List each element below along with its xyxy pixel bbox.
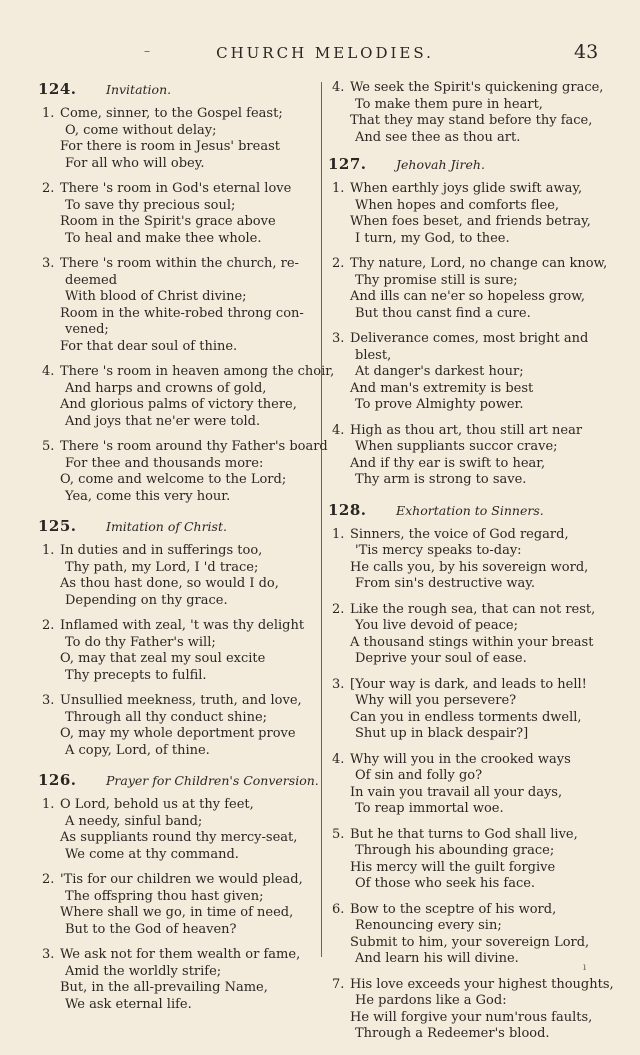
stanza-line — [328, 827, 604, 844]
stanza-number: 1. — [332, 526, 345, 542]
stanza-number: 4. — [42, 364, 55, 379]
line-text: Sinners, the voice of God regard, — [350, 526, 569, 542]
stanza-line: He calls you, by his sovereign word, — [350, 559, 589, 575]
hymn-heading — [38, 771, 320, 793]
hymn — [38, 517, 320, 759]
stanza-line: To prove Almighty power. — [355, 397, 524, 412]
stanza-line: As suppliants round thy mercy-seat, — [60, 830, 298, 845]
stanza-line: For that dear soul of thine. — [60, 338, 238, 354]
stanza-number: 7. — [332, 976, 345, 992]
stanza-line: A thousand stings within your breast — [350, 634, 594, 650]
stanza-number: 3. — [42, 947, 55, 962]
stanza-line — [328, 602, 604, 619]
stanza-number: 2. — [332, 601, 345, 617]
hymn-title: Invitation. — [106, 82, 172, 97]
hymn — [328, 155, 608, 489]
right-column — [328, 80, 614, 1055]
running-title: CHURCH MELODIES. — [216, 44, 434, 62]
stanza — [38, 693, 320, 759]
stanza-line: Through his abounding grace; — [355, 843, 555, 858]
line-text: We seek the Spirit's quickening grace, — [350, 80, 604, 95]
hymn-heading — [328, 155, 604, 177]
hymn-title: Prayer for Children's Conversion. — [106, 773, 319, 788]
stanza-line — [328, 331, 604, 348]
stanza-line — [38, 106, 320, 123]
stanza-line: Through a Redeemer's blood. — [355, 1026, 550, 1041]
stanza — [38, 947, 320, 1013]
stanza-line — [38, 947, 320, 964]
stanza-line: Of those who seek his face. — [355, 876, 536, 891]
stanza-line: For there is room in Jesus' breast — [60, 139, 280, 154]
stanza-line: And harps and crowns of gold, — [65, 380, 267, 396]
line-text: 'Tis for our children we would plead, — [60, 872, 303, 887]
stanza — [38, 618, 320, 684]
stanza-number: 5. — [42, 439, 55, 454]
stanza-line — [328, 80, 604, 97]
stanza — [328, 902, 604, 968]
stanza-line: I turn, my God, to thee. — [355, 230, 510, 246]
stanza — [328, 181, 604, 247]
stanza — [38, 543, 320, 609]
stanza-line: The offspring thou hast given; — [65, 888, 264, 904]
hymn-title: Exhortation to Sinners. — [396, 502, 544, 518]
stanza-number: 1. — [332, 181, 345, 196]
stanza-line: Can you in endless torments dwell, — [350, 709, 582, 725]
line-text: There 's room within the church, re- — [60, 256, 299, 271]
stanza-number: 4. — [332, 422, 345, 438]
line-text: In duties and in sufferings too, — [60, 543, 263, 558]
stanza — [38, 797, 320, 863]
stanza — [38, 256, 320, 355]
line-text: We ask not for them wealth or fame, — [60, 947, 301, 962]
stanza-line: To reap immortal woe. — [355, 801, 504, 816]
stanza-line: Of sin and folly go? — [355, 768, 483, 783]
stanza — [328, 677, 604, 743]
stanza-line: We come at thy command. — [65, 846, 239, 862]
printer-mark-bottom: ı — [583, 962, 587, 973]
stanza-line: He will forgive your num'rous faults, — [350, 1009, 593, 1025]
stanza-line: Depending on thy grace. — [65, 592, 228, 608]
stanza-number: 2. — [42, 181, 55, 196]
stanza-line: Submit to him, your sovereign Lord, — [350, 934, 590, 950]
stanza-line: Renouncing every sin; — [355, 918, 502, 933]
stanza-line — [328, 256, 608, 273]
stanza-line: O, come without delay; — [65, 122, 217, 138]
hymn-heading — [328, 501, 604, 523]
stanza-line: Amid the worldly strife; — [65, 963, 222, 979]
stanza-line — [38, 872, 320, 889]
line-text: There 's room in heaven among the choir, — [60, 364, 335, 379]
stanza-line — [38, 181, 320, 198]
stanza — [328, 527, 604, 593]
stanza-line: Room in the Spirit's grace above — [60, 214, 276, 229]
stanza — [328, 827, 604, 893]
stanza-number: 3. — [332, 331, 345, 346]
stanza-line: We ask eternal life. — [65, 996, 192, 1012]
hymn — [38, 80, 335, 505]
stanza-line: Thy precepts to fulfil. — [65, 667, 207, 683]
stanza-line: To heal and make thee whole. — [65, 230, 262, 246]
line-text: High as thou art, thou still art near — [350, 422, 583, 438]
stanza-line: For thee and thousands more: — [65, 455, 264, 471]
hymn — [328, 500, 614, 1043]
stanza — [38, 364, 335, 430]
stanza — [328, 256, 608, 322]
line-text: Come, sinner, to the Gospel feast; — [60, 106, 283, 121]
stanza-line: O, come and welcome to the Lord; — [60, 472, 287, 487]
stanza-line: As thou hast done, so would I do, — [60, 576, 279, 591]
hymn — [38, 771, 320, 1013]
stanza-line: And joys that ne'er were told. — [65, 413, 261, 429]
stanza-line: And learn his will divine. — [355, 951, 519, 966]
hymn-number: 128. — [328, 500, 367, 519]
stanza-line: Why will you persevere? — [355, 693, 517, 708]
hymn-number: 125. — [38, 517, 77, 535]
stanza — [328, 331, 604, 414]
stanza-line: With blood of Christ divine; — [65, 289, 247, 304]
stanza-line: And ills can ne'er so hopeless grow, — [350, 289, 585, 304]
stanza-line: Thy arm is strong to save. — [355, 472, 527, 487]
line-text: O Lord, behold us at thy feet, — [60, 797, 254, 812]
stanza-line: And glorious palms of victory there, — [60, 397, 297, 412]
stanza-line: Thy path, my Lord, I 'd trace; — [65, 559, 259, 575]
stanza-line: And man's extremity is best — [350, 380, 534, 396]
stanza-line: But to the God of heaven? — [65, 921, 237, 937]
stanza-line: Thy promise still is sure; — [355, 272, 518, 288]
hymn-number: 126. — [38, 771, 77, 789]
stanza-line: Through all thy conduct shine; — [65, 709, 268, 725]
line-text: Why will you in the crooked ways — [350, 751, 571, 767]
stanza-line — [38, 439, 328, 456]
hymn-title: Imitation of Christ. — [106, 519, 227, 534]
stanza-line — [38, 618, 320, 635]
stanza-line: His mercy will the guilt forgive — [350, 859, 556, 875]
stanza-number: 1. — [42, 106, 55, 121]
stanza-line: From sin's destructive way. — [355, 576, 536, 591]
stanza-line: You live devoid of peace; — [355, 618, 518, 633]
hymn-number: 127. — [328, 155, 367, 173]
stanza-line: And if thy ear is swift to hear, — [350, 455, 546, 471]
stanza-line — [328, 752, 604, 769]
stanza-line: O, may that zeal my soul excite — [60, 651, 266, 666]
stanza-line: But, in the all-prevailing Name, — [60, 980, 268, 995]
stanza-line: Room in the white-robed throng con- — [60, 305, 304, 321]
line-text: Inflamed with zeal, 't was thy delight — [60, 618, 305, 633]
stanza-line: deemed — [65, 272, 118, 288]
stanza-line: In vain you travail all your days, — [350, 784, 563, 800]
stanza-line: At danger's darkest hour; — [355, 364, 524, 379]
stanza-line: A needy, sinful band; — [65, 813, 203, 829]
line-text: There 's room in God's eternal love — [60, 181, 292, 196]
line-text: Deliverance comes, most bright and — [350, 331, 589, 346]
stanza-line — [38, 543, 320, 560]
stanza-number: 3. — [42, 693, 55, 708]
page-number: 43 — [574, 41, 599, 63]
stanza — [328, 752, 604, 818]
stanza-line: 'Tis mercy speaks to-day: — [355, 543, 522, 558]
line-text: Thy nature, Lord, no change can know, — [350, 256, 608, 271]
stanza-line — [328, 677, 604, 694]
stanza-line: That they may stand before thy face, — [350, 113, 593, 128]
stanza-number: 2. — [42, 872, 55, 887]
printer-mark: – — [144, 44, 150, 58]
line-text: Unsullied meekness, truth, and love, — [60, 693, 302, 708]
stanza-line — [328, 902, 604, 919]
stanza-line: To do thy Father's will; — [65, 634, 216, 650]
stanza-number: 6. — [332, 901, 345, 917]
stanza-line: To save thy precious soul; — [65, 197, 236, 213]
stanza-line: He pardons like a God: — [355, 993, 507, 1008]
stanza-line — [328, 181, 604, 198]
stanza-number: 3. — [42, 256, 55, 271]
hymn-title: Jehovah Jireh. — [396, 157, 485, 172]
stanza — [328, 602, 604, 668]
stanza-number: 1. — [42, 543, 55, 558]
hymn-number: 124. — [38, 80, 77, 98]
line-text: There 's room around thy Father's board — [60, 439, 328, 454]
stanza-line: When foes beset, and friends betray, — [350, 214, 591, 229]
stanza-number: 4. — [332, 751, 345, 767]
stanza-line: O, may my whole deportment prove — [60, 726, 296, 741]
line-text: Like the rough sea, that can not rest, — [350, 601, 596, 617]
stanza — [328, 423, 604, 489]
line-text: But he that turns to God shall live, — [350, 826, 578, 842]
stanza-number: 4. — [332, 80, 345, 95]
line-text: When earthly joys glide swift away, — [350, 181, 583, 196]
stanza-number: 2. — [332, 256, 345, 271]
stanza-line: When hopes and comforts flee, — [355, 197, 560, 213]
stanza-line — [38, 364, 335, 381]
stanza-line: For all who will obey. — [65, 155, 205, 171]
stanza-line — [38, 693, 320, 710]
stanza — [38, 181, 320, 247]
line-text: Bow to the sceptre of his word, — [350, 901, 557, 917]
stanza — [38, 106, 320, 172]
stanza-line: vened; — [65, 322, 109, 337]
stanza-line: But thou canst find a cure. — [355, 305, 531, 321]
hymn-heading — [38, 80, 320, 102]
stanza-line — [328, 423, 604, 440]
stanza-line — [38, 797, 320, 814]
stanza-line — [38, 256, 320, 273]
stanza-number: 2. — [42, 618, 55, 633]
stanza — [38, 872, 320, 938]
stanza-line: Shut up in black despair?] — [355, 726, 529, 741]
continued-stanza — [328, 80, 604, 146]
hymn-heading — [38, 517, 320, 539]
stanza-line: When suppliants succor crave; — [355, 439, 558, 454]
stanza-line: A copy, Lord, of thine. — [65, 742, 210, 758]
stanza-line: Yea, come this very hour. — [65, 488, 231, 504]
stanza-number: 5. — [332, 826, 345, 842]
line-text: His love exceeds your highest thoughts, — [350, 976, 614, 992]
stanza — [38, 439, 328, 505]
page-header — [0, 42, 640, 66]
stanza-number: 3. — [332, 676, 345, 692]
stanza-line: Where shall we go, in time of need, — [60, 905, 294, 920]
stanza-line: And see thee as thou art. — [355, 129, 521, 145]
stanza — [328, 976, 614, 1043]
left-column — [38, 80, 335, 1025]
stanza-line — [328, 527, 604, 544]
line-text: [Your way is dark, and leads to hell! — [350, 676, 587, 692]
stanza-line — [328, 976, 614, 994]
stanza-number: 1. — [42, 797, 55, 812]
stanza-line: blest, — [355, 347, 392, 363]
stanza-line: Deprive your soul of ease. — [355, 651, 527, 666]
column-divider — [321, 82, 322, 957]
stanza-line: To make them pure in heart, — [355, 96, 543, 112]
